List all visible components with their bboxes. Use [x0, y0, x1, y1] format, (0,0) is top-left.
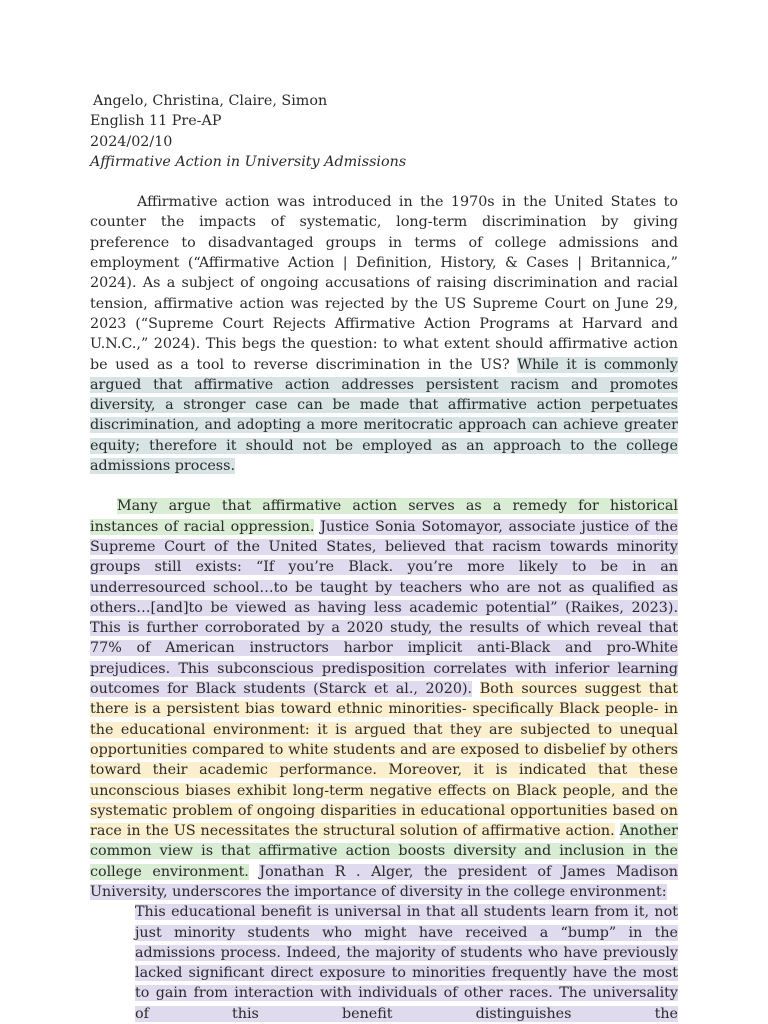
- evidence-alger-intro: Jonathan R . Alger, the president of James Madison University, underscores the importance of diversity in the college environment:: [90, 863, 678, 900]
- claim-historical-oppression: Many argue that affirmative action serves as a remedy for historical instances of racial oppression.: [90, 498, 678, 535]
- analysis-bias: Both sources suggest that there is a persistent bias toward ethnic minorities- specifically Black people- in the educational environment: it is argued that they are subjected to unequal opportunities compared to white students and are exposed to disbelief by others toward their academic performance. Moreover, it is indicated that these unconscious biases exhibit long-term negative effects on Black people, and the systematic problem of ongoing disparities in educational opportunities based on race in the US necessitates the structural solution of affirmative action.: [90, 681, 678, 840]
- thesis-statement: While it is commonly argued that affirmative action addresses persistent racism and promotes diversity, a stronger case can be made that affirmative action perpetuates discrimination, and adopting a more meritocratic approach can achieve greater equity; therefore it should not be employed as an approach to the college admissions process.: [90, 356, 679, 475]
- essay-title: Affirmative Action in University Admissions: [90, 153, 407, 170]
- claim-diversity: Another common view is that affirmative action boosts diversity and inclusion in the college environment.: [90, 823, 678, 880]
- document-page: [90, 91, 678, 1024]
- evidence-sotomayor-study: Justice Sonia Sotomayor, associate justice of the Supreme Court of the United States, believed that racism towards minority groups still exists: “If you’re Black. you’re more likely to be in an underresourced school…to be taught by teachers who are not as qualified as others…[and]to be viewed as having less academic potential” (Raikes, 2023). This is further corroborated by a 2020 study, the results of which reveal that 77% of American instructors harbor implicit anti-Black and pro-White prejudices. This subconscious predisposition correlates with inferior learning outcomes for Black students (Starck et al., 2020).: [90, 518, 679, 698]
- intro-text: Affirmative action was introduced in the 1970s in the United States to counter the impacts of systematic, long-term discrimination by giving preference to disadvantaged groups in terms of college admissions and employment (“Affirmative Action | Definition, History, & Cases | Britannica,” 2024). As a subject of ongoing accusations of raising discrimination and racial tension, affirmative action was rejected by the US Supreme Court on June 29, 2023 (“Supreme Court Rejects Affirmative Action Programs at Harvard and U.N.C.,” 2024). This begs the question: to what extent should affirmative action be used as a tool to reverse discrimination in the US?: [90, 194, 678, 373]
- body-paragraph: [90, 496, 678, 902]
- author-names: Angelo, Christina, Claire, Simon: [93, 93, 328, 109]
- document-date: 2024/02/10: [90, 133, 173, 150]
- block-quote: [135, 902, 678, 1024]
- intro-paragraph: [90, 192, 678, 476]
- course-name: English 11 Pre-AP: [90, 113, 222, 130]
- block-quote-text: This educational benefit is universal in that all students learn from it, not just minority students who might have received a “bump” in the admissions process. Indeed, the majority of students who have previously lacked significant direct exposure to minorities frequently have the most to gain from interaction with individuals of other races. The universality of this benefit distinguishes the: [135, 904, 678, 1022]
